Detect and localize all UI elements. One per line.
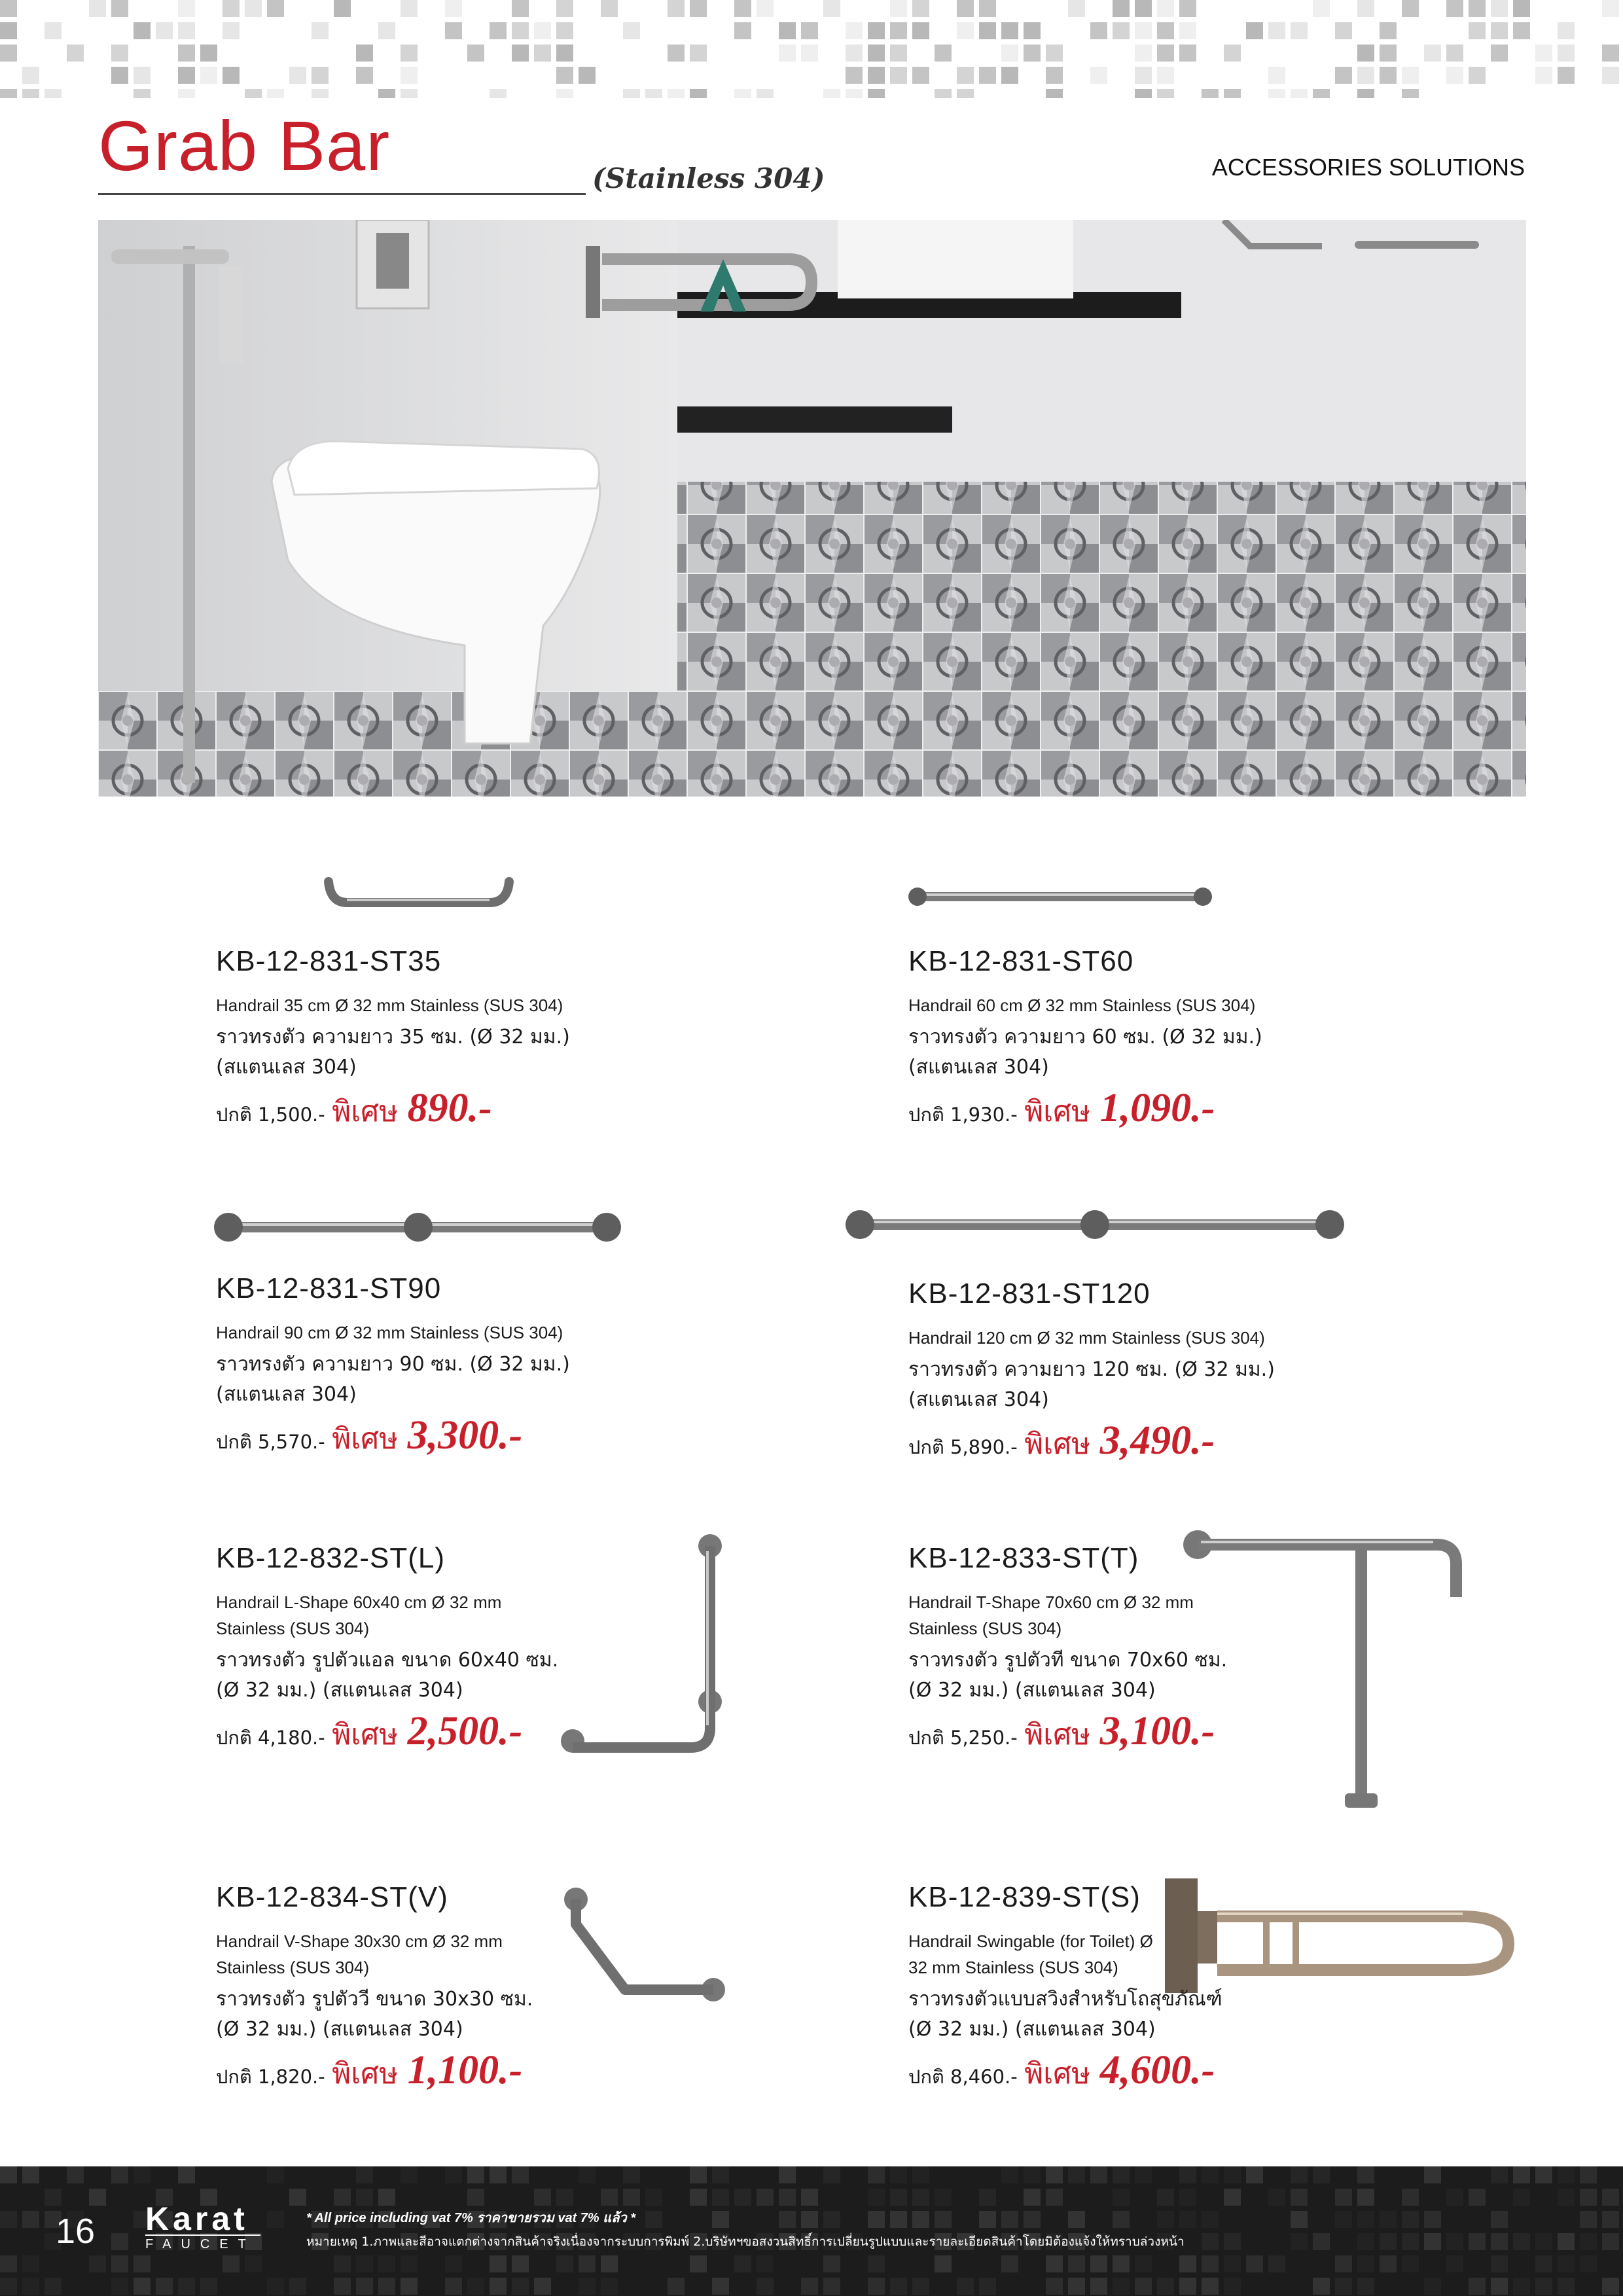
price-line — [216, 1085, 713, 1134]
price-line — [216, 1708, 713, 1757]
handrail-120-image — [844, 1208, 1346, 1241]
product-description-en: Handrail T-Shape 70x60 cm Ø 32 mm Stainless (SUS 304) — [908, 1592, 1194, 1638]
normal-price: ปกติ 5,890.- — [908, 1436, 1018, 1458]
product-code: KB-12-831-ST35 — [216, 945, 442, 977]
normal-price: ปกติ 5,250.- — [908, 1727, 1018, 1749]
product-card-st60 — [908, 945, 1406, 1134]
product-card-v-shape — [216, 1881, 713, 2096]
product-description-en: Handrail 120 cm Ø 32 mm Stainless (SUS 304) — [908, 1328, 1265, 1348]
page-subtitle: (Stainless 304) — [592, 162, 825, 194]
special-price: 3,490.- — [1099, 1418, 1215, 1463]
product-description-en: Handrail 35 cm Ø 32 mm Stainless (SUS 304) — [216, 996, 563, 1015]
product-description-th: ราวทรงตัว ความยาว 120 ซม. (Ø 32 มม.) (สแตนเลส 304) — [908, 1358, 1275, 1411]
product-description-th: ราวทรงตัว รูปตัวแอล ขนาด 60x40 ซม. (Ø 32 มม.) (สแตนเลส 304) — [216, 1649, 559, 1702]
top-mosaic-decoration — [0, 0, 1623, 98]
special-label: พิเศษ — [332, 1095, 399, 1128]
special-price: 4,600.- — [1099, 2048, 1215, 2092]
normal-price: ปกติ 5,570.- — [216, 1431, 325, 1453]
special-label: พิเศษ — [1024, 1718, 1091, 1751]
special-label: พิเศษ — [332, 1422, 399, 1456]
price-line — [216, 1412, 713, 1462]
product-description-th: ราวทรงตัว ความยาว 60 ซม. (Ø 32 มม.) (สแตนเลส 304) — [908, 1026, 1262, 1079]
product-description-en: Handrail V-Shape 30x30 cm Ø 32 mm Stainless (SUS 304) — [216, 1931, 503, 1977]
disclaimer-note: หมายเหตุ 1.ภาพและสีอาจแตกต่างจากสินค้าจริงเนื่องจากระบบการพิมพ์ 2.บริษัทฯขอสงวนสิทธิ์การเปลี่ยนรูปแบบและรายละเอียดสินค้าโดยมิต้องแจ้งให้ทราบล่วงหน้า — [306, 2234, 1185, 2249]
normal-price: ปกติ 8,460.- — [908, 2066, 1018, 2088]
product-description-th: ราวทรงตัว ความยาว 90 ซม. (Ø 32 มม.) (สแตนเลส 304) — [216, 1353, 570, 1406]
logo-wordmark: Karat — [145, 2200, 249, 2237]
product-code: KB-12-834-ST(V) — [216, 1881, 448, 1913]
hero-bathroom-image — [98, 220, 1526, 797]
special-price: 1,090.- — [1099, 1086, 1215, 1130]
logo-subtitle: FAUCET — [145, 2234, 260, 2252]
product-card-st35 — [216, 945, 713, 1134]
product-description-th: ราวทรงตัวแบบสวิงสำหรับโถสุขภัณฑ์ (Ø 32 มม.) (สแตนเลส 304) — [908, 1988, 1222, 2041]
brand-logo — [145, 2200, 260, 2252]
product-code: KB-12-831-ST90 — [216, 1272, 442, 1304]
normal-price: ปกติ 1,820.- — [216, 2066, 325, 2088]
special-price: 3,300.- — [407, 1413, 523, 1458]
special-price: 2,500.- — [407, 1709, 523, 1753]
product-card-l-shape — [216, 1542, 713, 1757]
product-description-th: ราวทรงตัว ความยาว 35 ซม. (Ø 32 มม.) (สแตนเลส 304) — [216, 1026, 570, 1079]
page-title: Grab Bar — [98, 106, 391, 185]
product-code: KB-12-832-ST(L) — [216, 1542, 446, 1574]
special-price: 890.- — [407, 1086, 492, 1130]
product-description-en: Handrail 60 cm Ø 32 mm Stainless (SUS 304) — [908, 996, 1256, 1015]
price-line — [908, 1085, 1406, 1134]
product-card-st120 — [908, 1278, 1406, 1467]
title-underline — [98, 193, 586, 195]
handrail-90-image — [213, 1211, 622, 1244]
product-card-st90 — [216, 1272, 713, 1462]
price-line — [908, 1708, 1406, 1757]
handrail-60-image — [908, 884, 1212, 910]
special-label: พิเศษ — [1024, 1427, 1091, 1461]
product-card-swingable — [908, 1881, 1406, 2096]
vat-note: * All price including vat 7% ราคาขายรวม vat 7% แล้ว * — [306, 2211, 635, 2225]
price-line — [908, 2047, 1406, 2096]
product-card-t-shape — [908, 1542, 1406, 1757]
product-description-en: Handrail L-Shape 60x40 cm Ø 32 mm Stainless (SUS 304) — [216, 1592, 502, 1638]
handrail-35-image — [321, 874, 517, 913]
product-code: KB-12-831-ST60 — [908, 945, 1134, 977]
special-price: 3,100.- — [1099, 1709, 1215, 1753]
special-label: พิเศษ — [1024, 1095, 1091, 1128]
product-description-th: ราวทรงตัว รูปตัวที ขนาด 70x60 ซม. (Ø 32 มม.) (สแตนเลส 304) — [908, 1649, 1228, 1702]
product-description-en: Handrail 90 cm Ø 32 mm Stainless (SUS 304) — [216, 1323, 563, 1342]
page-number: 16 — [56, 2212, 96, 2251]
product-code: KB-12-833-ST(T) — [908, 1542, 1139, 1574]
product-description-th: ราวทรงตัว รูปตัววี ขนาด 30x30 ซม. (Ø 32 มม.) (สแตนเลส 304) — [216, 1988, 533, 2041]
normal-price: ปกติ 4,180.- — [216, 1727, 325, 1749]
special-label: พิเศษ — [332, 1718, 399, 1751]
normal-price: ปกติ 1,930.- — [908, 1103, 1018, 1126]
product-code: KB-12-831-ST120 — [908, 1278, 1150, 1310]
price-line — [216, 2047, 713, 2096]
price-line — [908, 1418, 1406, 1467]
special-label: พิเศษ — [332, 2057, 399, 2090]
special-price: 1,100.- — [407, 2048, 523, 2092]
special-label: พิเศษ — [1024, 2057, 1091, 2090]
product-description-en: Handrail Swingable (for Toilet) Ø 32 mm Stainless (SUS 304) — [908, 1931, 1153, 1977]
section-label: ACCESSORIES SOLUTIONS — [1211, 154, 1525, 181]
product-code: KB-12-839-ST(S) — [908, 1881, 1141, 1913]
normal-price: ปกติ 1,500.- — [216, 1103, 325, 1126]
